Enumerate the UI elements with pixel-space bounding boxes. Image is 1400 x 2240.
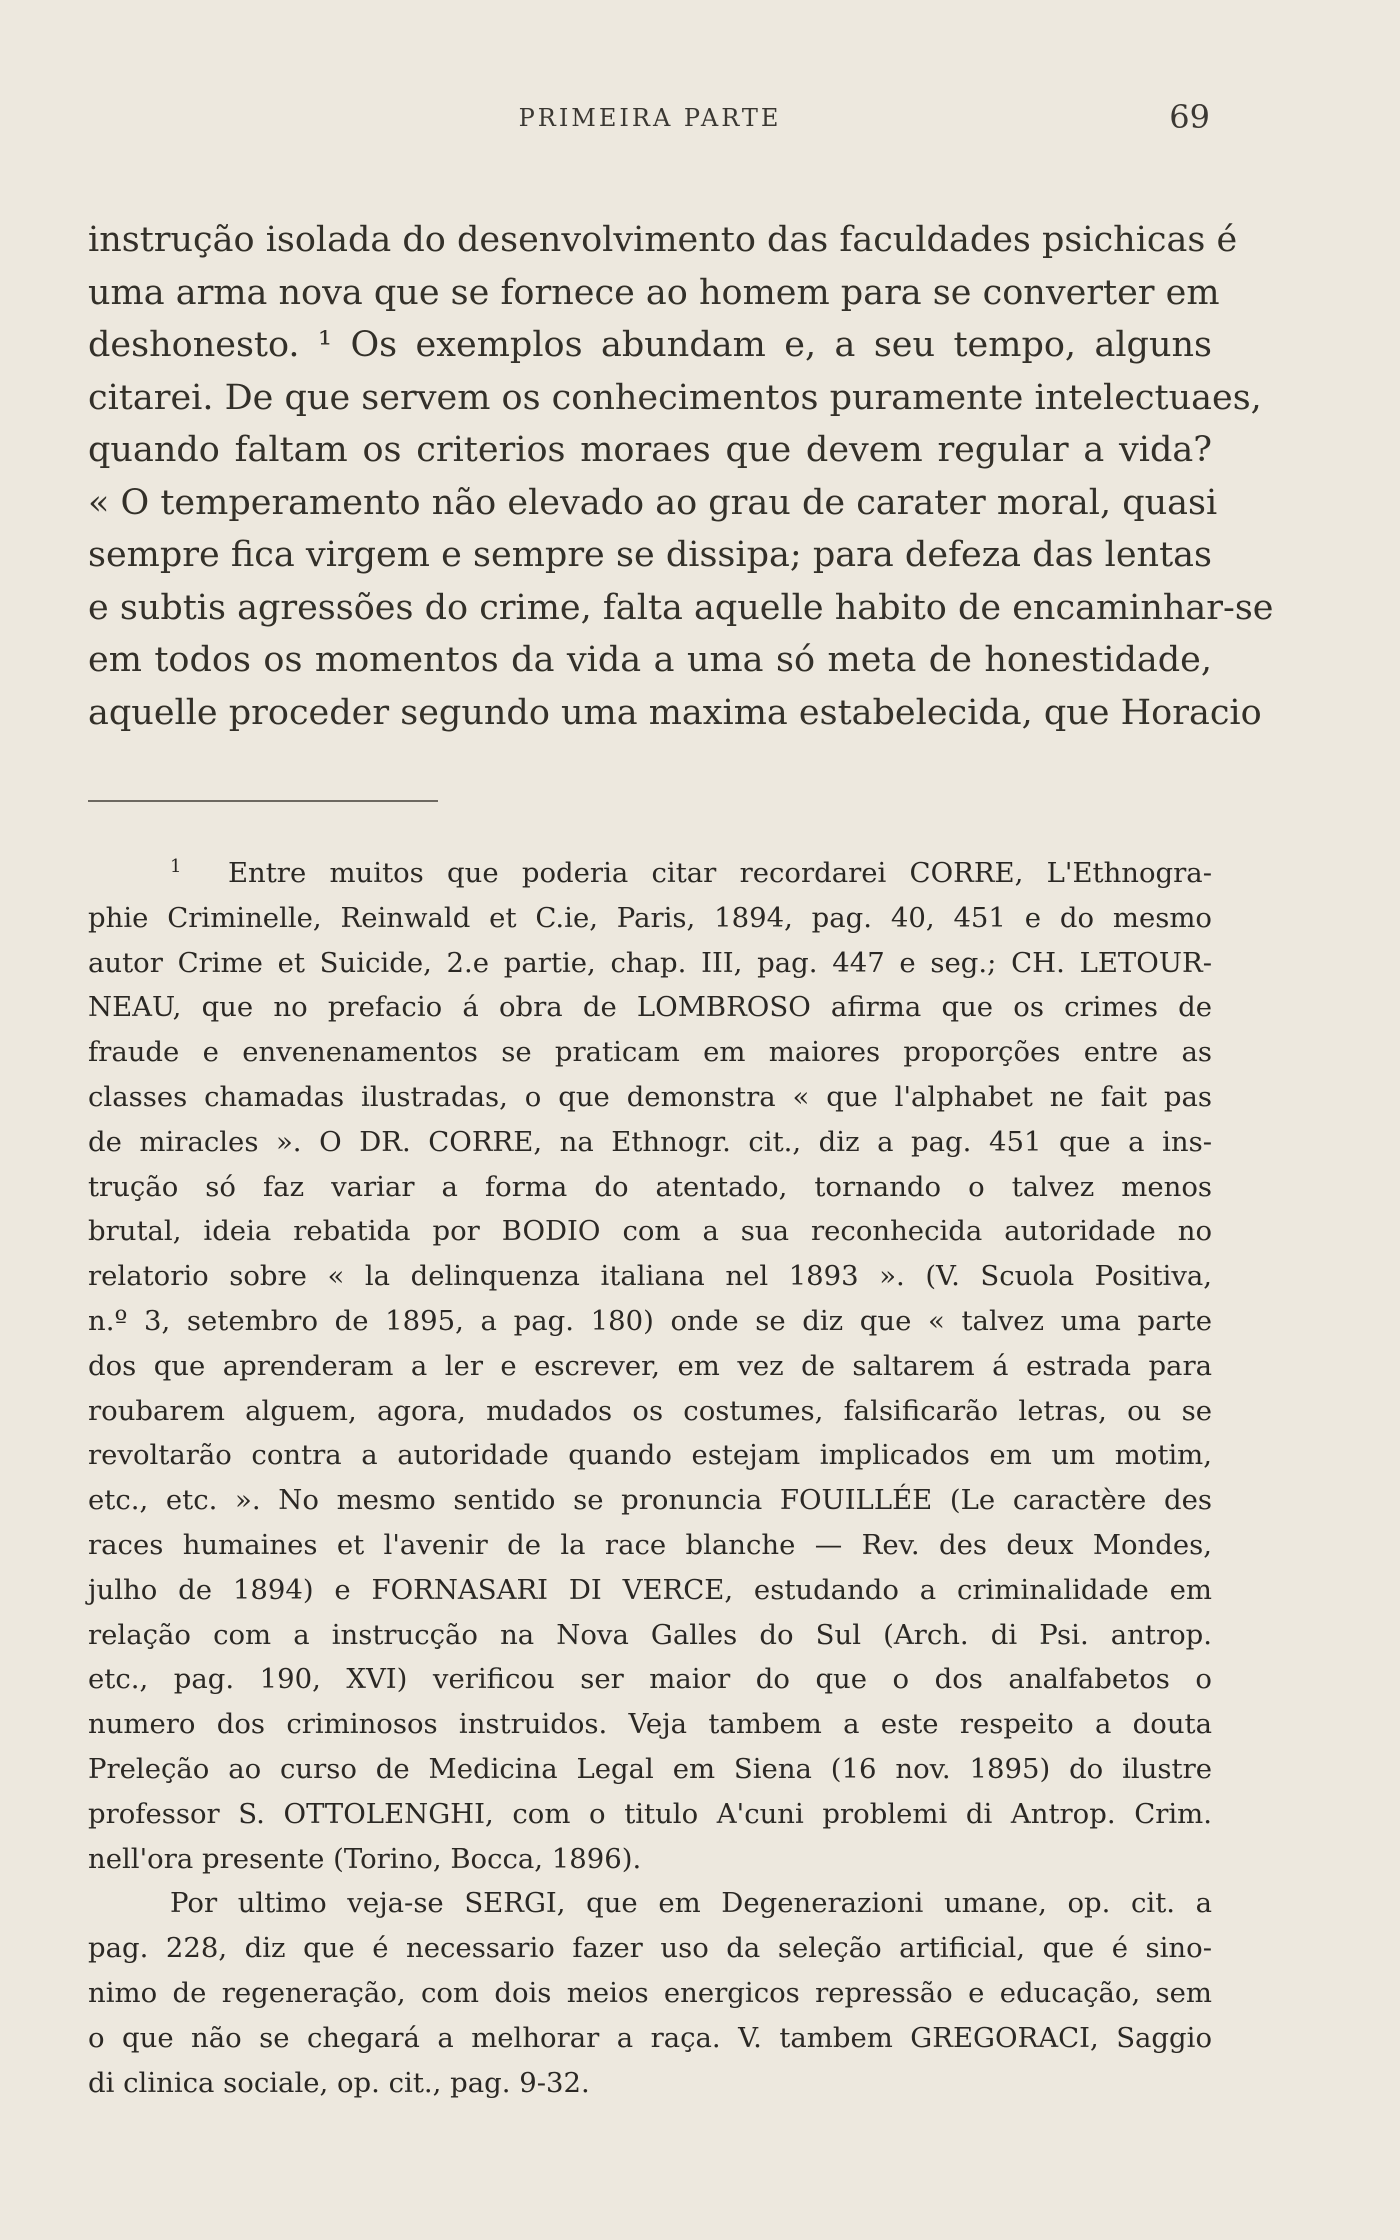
footnote-line: trução só faz variar a forma do atentado, tornando o talvez menos bbox=[88, 1170, 1212, 1203]
main-text-line: deshonesto. ¹ Os exemplos abundam e, a seu tempo, alguns bbox=[88, 325, 1212, 365]
footnote-line: julho de 1894) e FORNASARI DI VERCE, estudando a criminalidade em bbox=[88, 1573, 1212, 1606]
footnote-marker: 1 bbox=[170, 856, 182, 877]
footnote-line: classes chamadas ilustradas, o que demonstra « que l'alphabet ne fait pas bbox=[88, 1080, 1212, 1113]
footnote-line: nell'ora presente (Torino, Bocca, 1896). bbox=[88, 1842, 642, 1875]
main-text-line: e subtis agressões do crime, falta aquelle habito de encaminhar-se bbox=[88, 587, 1274, 628]
main-text-line: citarei. De que servem os conhecimentos puramente intelectuaes, bbox=[88, 377, 1262, 418]
main-text-line: aquelle proceder segundo uma maxima estabelecida, que Horacio bbox=[88, 692, 1262, 733]
footnote-paragraph-line: Por ultimo veja-se SERGI, que em Degenerazioni umane, op. cit. a bbox=[170, 1887, 1212, 1920]
footnote-line: brutal, ideia rebatida por BODIO com a sua reconhecida autoridade no bbox=[88, 1215, 1212, 1248]
main-text-line: quando faltam os criterios moraes que devem regular a vida? bbox=[88, 430, 1212, 470]
footnote-line: numero dos criminosos instruidos. Veja tambem a este respeito a douta bbox=[88, 1708, 1212, 1741]
main-text-line: uma arma nova que se fornece ao homem para se converter em bbox=[88, 272, 1220, 313]
running-head bbox=[90, 98, 1210, 144]
footnote-paragraph-line: nimo de regeneração, com dois meios energicos repressão e educação, sem bbox=[88, 1976, 1212, 2009]
footnote-line: revoltarão contra a autoridade quando estejam implicados em um motim, bbox=[88, 1439, 1212, 1472]
footnote-line bbox=[88, 845, 1212, 896]
footnote-line: etc., etc. ». No mesmo sentido se pronuncia FOUILLÉE (Le caractère des bbox=[88, 1484, 1212, 1517]
footnote-line: relatorio sobre « la delinquenza italiana nel 1893 ». (V. Scuola Positiva, bbox=[88, 1260, 1212, 1293]
footnote-line: etc., pag. 190, XVI) verificou ser maior do que o dos analfabetos o bbox=[88, 1663, 1212, 1696]
footnote-line: de miracles ». O DR. CORRE, na Ethnogr. cit., diz a pag. 451 que a ins- bbox=[88, 1125, 1212, 1158]
footnote-line: relação com a instrucção na Nova Galles do Sul (Arch. di Psi. antrop. bbox=[88, 1618, 1212, 1651]
footnote-line: dos que aprenderam a ler e escrever, em vez de saltarem á estrada para bbox=[88, 1349, 1212, 1382]
footnote-paragraph-line: pag. 228, diz que é necessario fazer uso da seleção artificial, que é sino- bbox=[88, 1932, 1212, 1965]
footnote-line: races humaines et l'avenir de la race blanche — Rev. des deux Mondes, bbox=[88, 1528, 1212, 1561]
footnote-line: NEAU, que no prefacio á obra de LOMBROSO afirma que os crimes de bbox=[88, 991, 1212, 1024]
footnote-line: roubarem alguem, agora, mudados os costumes, falsificarão letras, ou se bbox=[88, 1394, 1212, 1427]
running-head-title: PRIMEIRA PARTE bbox=[518, 104, 782, 132]
footnote-line: professor S. OTTOLENGHI, com o titulo A'cuni problemi di Antrop. Crim. bbox=[88, 1797, 1212, 1830]
footnote-line: phie Criminelle, Reinwald et C.ie, Paris, 1894, pag. 40, 451 e do mesmo bbox=[88, 901, 1212, 934]
main-text-line: « O temperamento não elevado ao grau de carater moral, quasi bbox=[88, 482, 1218, 523]
footnote-line: autor Crime et Suicide, 2.e partie, chap. III, pag. 447 e seg.; CH. LETOUR- bbox=[88, 946, 1212, 979]
footnote-separator bbox=[88, 800, 438, 802]
footnote-line: fraude e envenenamentos se praticam em maiores proporções entre as bbox=[88, 1036, 1212, 1069]
footnote-line: n.º 3, setembro de 1895, a pag. 180) onde se diz que « talvez uma parte bbox=[88, 1304, 1212, 1337]
main-text-line: instrução isolada do desenvolvimento das faculdades psichicas é bbox=[88, 220, 1238, 260]
footnote-line: Preleção ao curso de Medicina Legal em Siena (16 nov. 1895) do ilustre bbox=[88, 1752, 1212, 1785]
main-text-line: sempre fica virgem e sempre se dissipa; para defeza das lentas bbox=[88, 535, 1212, 575]
footnote bbox=[88, 845, 1212, 2105]
footnote-line-text: Entre muitos que poderia citar recordarei CORRE, L'Ethnogra- bbox=[227, 857, 1212, 889]
page-number: 69 bbox=[1169, 98, 1210, 136]
footnote-paragraph-line: di clinica sociale, op. cit., pag. 9-32. bbox=[88, 2066, 590, 2099]
main-text-line: em todos os momentos da vida a uma só meta de honestidade, bbox=[88, 640, 1212, 680]
main-text bbox=[88, 214, 1274, 739]
footnote-paragraph-line: o que não se chegará a melhorar a raça. V. tambem GREGORACI, Saggio bbox=[88, 2021, 1212, 2054]
